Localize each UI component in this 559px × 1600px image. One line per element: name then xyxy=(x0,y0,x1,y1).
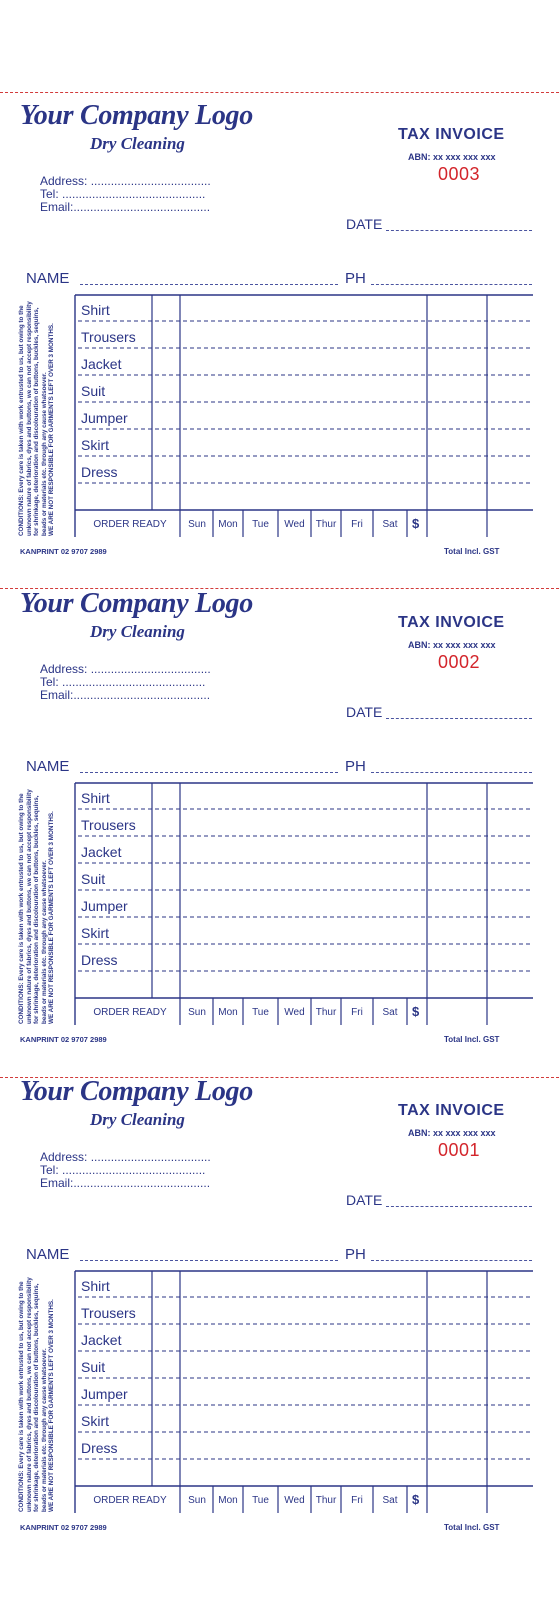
company-subtitle: Dry Cleaning xyxy=(90,622,185,641)
currency-symbol: $ xyxy=(412,1492,420,1507)
garment-item: Jacket xyxy=(81,1332,122,1348)
day-checkbox-tue[interactable]: Tue xyxy=(252,519,269,530)
address-field[interactable]: Address: .................................... xyxy=(40,662,211,676)
name-field[interactable] xyxy=(80,284,338,285)
garment-item: Shirt xyxy=(81,1278,110,1294)
day-checkbox-sat[interactable]: Sat xyxy=(382,1007,398,1018)
conditions-body: CONDITIONS: Every care is taken with work entrusted to us, but owing to the unknown nature of fabrics, dyes and buttons, we can not accept responsibility for shrinkage, deterioration and discolouration of buttons, buckles, sequins, beads or materials etc. through any cause whatsoever. xyxy=(18,789,48,1024)
total-incl-gst-label: Total Incl. GST xyxy=(444,1523,500,1532)
date-field[interactable] xyxy=(386,230,532,231)
printer-credit: KANPRINT 02 9707 2989 xyxy=(20,1035,107,1044)
garment-item: Trousers xyxy=(81,329,136,345)
abn-number: ABN: xx xxx xxx xxx xyxy=(408,640,496,650)
garment-item: Shirt xyxy=(81,790,110,806)
garment-item: Suit xyxy=(81,1359,106,1375)
day-checkbox-fri[interactable]: Fri xyxy=(351,1495,363,1506)
printer-credit: KANPRINT 02 9707 2989 xyxy=(20,547,107,556)
day-checkbox-thur[interactable]: Thur xyxy=(315,1007,337,1018)
abn-number: ABN: xx xxx xxx xxx xyxy=(408,152,496,162)
date-label: DATE xyxy=(346,1192,383,1208)
total-incl-gst-label: Total Incl. GST xyxy=(444,1035,500,1044)
company-subtitle: Dry Cleaning xyxy=(90,1110,185,1129)
garment-item: Trousers xyxy=(81,1305,136,1321)
invoice-slip xyxy=(0,92,559,580)
day-checkbox-sat[interactable]: Sat xyxy=(382,519,398,530)
conditions-warning: WE ARE NOT RESPONSIBLE FOR GARMENTS LEFT OVER 3 MONTHS. xyxy=(48,1299,56,1512)
conditions-text xyxy=(18,784,64,1024)
name-field[interactable] xyxy=(80,772,338,773)
order-ready-label: ORDER READY xyxy=(93,519,167,530)
phone-field[interactable] xyxy=(371,1260,532,1261)
invoice-number: 0003 xyxy=(438,164,481,184)
ph-label: PH xyxy=(345,758,366,775)
garment-item: Jacket xyxy=(81,356,122,372)
email-field[interactable]: Email:......................................... xyxy=(40,200,211,214)
day-checkbox-sat[interactable]: Sat xyxy=(382,1495,398,1506)
day-checkbox-mon[interactable]: Mon xyxy=(218,1495,238,1506)
day-checkbox-thur[interactable]: Thur xyxy=(315,1495,337,1506)
company-logo-text: Your Company Logo xyxy=(20,100,253,131)
tax-invoice-title: TAX INVOICE xyxy=(398,1102,505,1119)
phone-field[interactable] xyxy=(371,284,532,285)
date-label: DATE xyxy=(346,704,383,720)
day-checkbox-mon[interactable]: Mon xyxy=(218,1007,238,1018)
date-field[interactable] xyxy=(386,718,532,719)
day-checkbox-wed[interactable]: Wed xyxy=(284,519,305,530)
day-checkbox-fri[interactable]: Fri xyxy=(351,519,363,530)
tel-field[interactable]: Tel: ........................................... xyxy=(40,675,206,689)
abn-number: ABN: xx xxx xxx xxx xyxy=(408,1128,496,1138)
name-field[interactable] xyxy=(80,1260,338,1261)
day-checkbox-fri[interactable]: Fri xyxy=(351,1007,363,1018)
company-logo-text: Your Company Logo xyxy=(20,588,253,619)
ph-label: PH xyxy=(345,1246,366,1263)
day-checkbox-wed[interactable]: Wed xyxy=(284,1007,305,1018)
garment-item: Jumper xyxy=(81,410,128,426)
conditions-body: CONDITIONS: Every care is taken with work entrusted to us, but owing to the unknown nature of fabrics, dyes and buttons, we can not accept responsibility for shrinkage, deterioration and discolouration of buttons, buckles, sequins, beads or materials etc. through any cause whatsoever. xyxy=(18,1277,48,1512)
invoice-number: 0001 xyxy=(438,1140,481,1160)
garment-item: Dress xyxy=(81,952,118,968)
printer-credit: KANPRINT 02 9707 2989 xyxy=(20,1523,107,1532)
day-checkbox-thur[interactable]: Thur xyxy=(315,519,337,530)
email-field[interactable]: Email:......................................... xyxy=(40,1176,211,1190)
tel-field[interactable]: Tel: ........................................... xyxy=(40,187,206,201)
garment-item: Trousers xyxy=(81,817,136,833)
garment-item: Jacket xyxy=(81,844,122,860)
company-logo-text: Your Company Logo xyxy=(20,1076,253,1107)
name-label: NAME xyxy=(26,270,70,287)
tax-invoice-title: TAX INVOICE xyxy=(398,126,505,143)
day-checkbox-sun[interactable]: Sun xyxy=(188,1495,206,1506)
conditions-warning: WE ARE NOT RESPONSIBLE FOR GARMENTS LEFT OVER 3 MONTHS. xyxy=(48,323,56,536)
currency-symbol: $ xyxy=(412,1004,420,1019)
company-subtitle: Dry Cleaning xyxy=(90,134,185,153)
garment-item: Jumper xyxy=(81,898,128,914)
day-checkbox-mon[interactable]: Mon xyxy=(218,519,238,530)
day-checkbox-sun[interactable]: Sun xyxy=(188,1007,206,1018)
total-incl-gst-label: Total Incl. GST xyxy=(444,547,500,556)
conditions-warning: WE ARE NOT RESPONSIBLE FOR GARMENTS LEFT OVER 3 MONTHS. xyxy=(48,811,56,1024)
tax-invoice-title: TAX INVOICE xyxy=(398,614,505,631)
garment-item: Skirt xyxy=(81,1413,109,1429)
day-checkbox-wed[interactable]: Wed xyxy=(284,1495,305,1506)
invoice-number: 0002 xyxy=(438,652,481,672)
garment-item: Skirt xyxy=(81,925,109,941)
email-field[interactable]: Email:......................................... xyxy=(40,688,211,702)
order-ready-label: ORDER READY xyxy=(93,1007,167,1018)
day-checkbox-tue[interactable]: Tue xyxy=(252,1007,269,1018)
tel-field[interactable]: Tel: ........................................... xyxy=(40,1163,206,1177)
day-checkbox-sun[interactable]: Sun xyxy=(188,519,206,530)
garment-item: Dress xyxy=(81,464,118,480)
garment-item: Jumper xyxy=(81,1386,128,1402)
phone-field[interactable] xyxy=(371,772,532,773)
date-field[interactable] xyxy=(386,1206,532,1207)
invoice-slip xyxy=(0,1068,559,1556)
ph-label: PH xyxy=(345,270,366,287)
address-field[interactable]: Address: .................................... xyxy=(40,1150,211,1164)
garment-item: Skirt xyxy=(81,437,109,453)
address-field[interactable]: Address: .................................... xyxy=(40,174,211,188)
order-ready-label: ORDER READY xyxy=(93,1495,167,1506)
conditions-text xyxy=(18,1272,64,1512)
currency-symbol: $ xyxy=(412,516,420,531)
garment-item: Suit xyxy=(81,383,106,399)
conditions-text xyxy=(18,296,64,536)
invoice-slip xyxy=(0,580,559,1068)
day-checkbox-tue[interactable]: Tue xyxy=(252,1495,269,1506)
date-label: DATE xyxy=(346,216,383,232)
name-label: NAME xyxy=(26,758,70,775)
garment-item: Shirt xyxy=(81,302,110,318)
name-label: NAME xyxy=(26,1246,70,1263)
conditions-body: CONDITIONS: Every care is taken with work entrusted to us, but owing to the unknown nature of fabrics, dyes and buttons, we can not accept responsibility for shrinkage, deterioration and discolouration of buttons, buckles, sequins, beads or materials etc. through any cause whatsoever. xyxy=(18,301,48,536)
garment-item: Suit xyxy=(81,871,106,887)
garment-item: Dress xyxy=(81,1440,118,1456)
